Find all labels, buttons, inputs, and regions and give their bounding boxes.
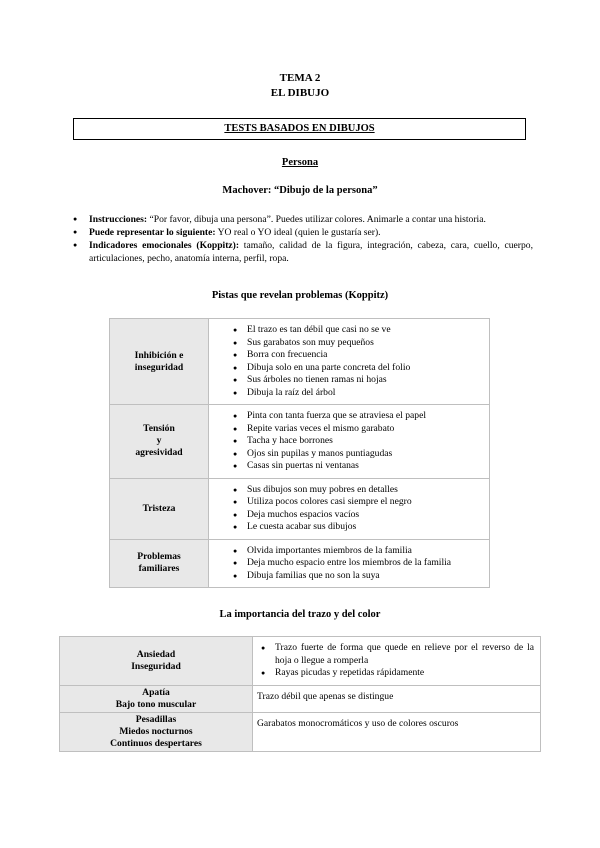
trazo-row — [60, 685, 541, 712]
koppitz-row — [110, 478, 490, 539]
intro-item: ● Indicadores emocionales (Koppitz): tamaño, calidad de la figura, integración, cabeza, cara, cuello, cuerpo, articulaciones, pecho, anatomía interna, perfil, ropa. — [73, 239, 533, 265]
trazo-color-table — [59, 636, 541, 752]
tema-title: TEMA 2 — [279, 72, 321, 84]
list-item: ● Utiliza pocos colores casi siempre el negro — [229, 496, 489, 509]
machover-heading: Machover: “Dibujo de la persona” — [222, 185, 378, 196]
list-item: ● Dibuja solo en una parte concreta del folio — [229, 362, 489, 375]
intro-list — [73, 213, 533, 265]
intro-item: ● Puede representar lo siguiente: YO real o YO ideal (quien le gustaría ser). — [73, 226, 533, 239]
koppitz-row — [110, 539, 490, 588]
list-item: ● Sus garabatos son muy pequeños — [229, 337, 489, 350]
section-box-title: TESTS BASADOS EN DIBUJOS — [73, 118, 526, 140]
trazo-row — [60, 637, 541, 686]
trazo-row-content: Trazo débil que apenas se distingue — [253, 685, 541, 712]
koppitz-row-content — [209, 539, 490, 588]
list-item: ● Dibuja familias que no son la suya — [229, 570, 489, 583]
list-item: ● Rayas picudas y repetidas rápidamente — [257, 667, 534, 680]
koppitz-row-content — [209, 319, 490, 405]
trazo-row — [60, 712, 541, 751]
trazo-row-content: Garabatos monocromáticos y uso de colores oscuros — [253, 712, 541, 751]
trazo-row-label: Pesadillas Miedos nocturnos Continuos despertares — [60, 712, 253, 751]
list-item: ● Borra con frecuencia — [229, 349, 489, 362]
list-item: ● Sus árboles no tienen ramas ni hojas — [229, 374, 489, 387]
koppitz-row-content — [209, 405, 490, 479]
list-item: ● Sus dibujos son muy pobres en detalles — [229, 484, 489, 497]
list-item: ● Dibuja la raíz del árbol — [229, 387, 489, 400]
koppitz-row-label: Inhibición e inseguridad — [110, 319, 209, 405]
list-item: ● Pinta con tanta fuerza que se atraviesa el papel — [229, 410, 489, 423]
list-item: ● Le cuesta acabar sus dibujos — [229, 521, 489, 534]
trazo-row-label: Ansiedad Inseguridad — [60, 637, 253, 686]
koppitz-row-label: Tristeza — [110, 478, 209, 539]
koppitz-row-content — [209, 478, 490, 539]
koppitz-row — [110, 405, 490, 479]
koppitz-row-label: Problemas familiares — [110, 539, 209, 588]
koppitz-row-label: Tensión y agresividad — [110, 405, 209, 479]
list-item: ● Ojos sin pupilas y manos puntiagudas — [229, 448, 489, 461]
intro-item: ● Instrucciones: “Por favor, dibuja una persona”. Puedes utilizar colores. Animarle a contar una historia. — [73, 213, 533, 226]
section-heading: Persona — [281, 157, 319, 168]
list-item: ● Repite varias veces el mismo garabato — [229, 423, 489, 436]
koppitz-row — [110, 319, 490, 405]
trazo-row-label: Apatía Bajo tono muscular — [60, 685, 253, 712]
list-item: ● Deja mucho espacio entre los miembros de la familia — [229, 557, 489, 570]
list-item: ● Deja muchos espacios vacíos — [229, 509, 489, 522]
list-item: ● Casas sin puertas ni ventanas — [229, 460, 489, 473]
document-subtitle: EL DIBUJO — [270, 87, 330, 99]
list-item: ● El trazo es tan débil que casi no se ve — [229, 324, 489, 337]
table2-title: La importancia del trazo y del color — [219, 609, 381, 620]
list-item: ● Trazo fuerte de forma que quede en relieve por el reverso de la hoja o llegue a romperla — [257, 642, 534, 667]
table1-title: Pistas que revelan problemas (Koppitz) — [211, 290, 389, 301]
trazo-row-content — [253, 637, 541, 686]
koppitz-table — [109, 318, 490, 588]
list-item: ● Tacha y hace borrones — [229, 435, 489, 448]
list-item: ● Olvida importantes miembros de la familia — [229, 545, 489, 558]
